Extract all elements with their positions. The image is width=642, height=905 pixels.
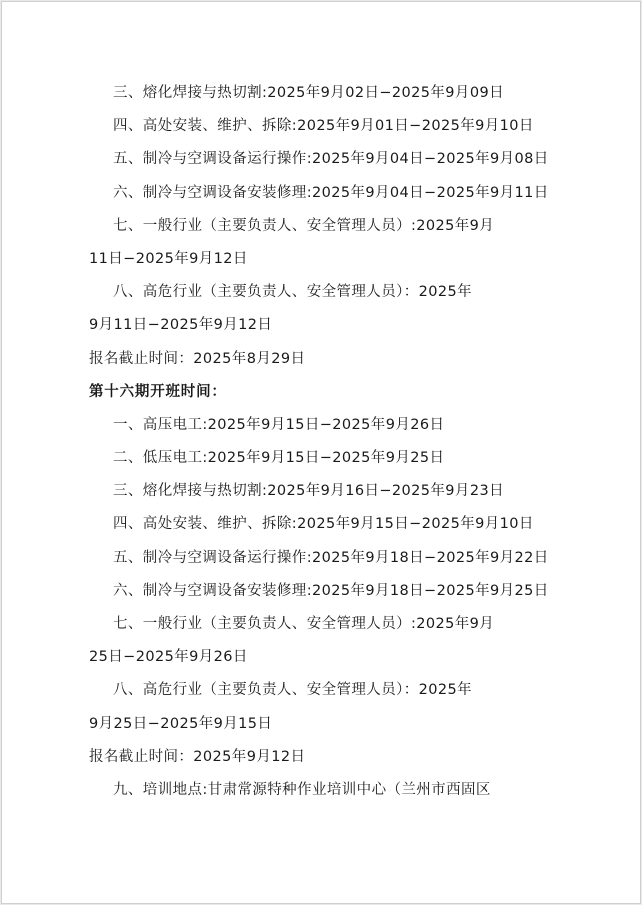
text-line: 六、制冷与空调设备安装修理:2025年9月04日−2025年9月11日: [113, 184, 549, 201]
text-line: 三、熔化焊接与热切割:2025年9月02日−2025年9月09日: [113, 85, 504, 101]
text-line: 11日−2025年9月12日: [89, 250, 248, 267]
text-line: 七、一般行业（主要负责人、安全管理人员）:2025年9月: [113, 217, 495, 234]
text-line: 25日−2025年9月26日: [89, 649, 248, 666]
text-line: 五、制冷与空调设备运行操作:2025年9月04日−2025年9月08日: [113, 151, 549, 168]
text-line: 一、高压电工:2025年9月15日−2025年9月26日: [113, 416, 445, 433]
registration-deadline: 报名截止时间：2025年8月29日: [89, 350, 306, 367]
registration-deadline: 报名截止时间：2025年9月12日: [89, 748, 306, 765]
text-line: 五、制冷与空调设备运行操作:2025年9月18日−2025年9月22日: [113, 549, 549, 566]
text-line: 四、高处安装、维护、拆除:2025年9月01日−2025年9月10日: [113, 118, 534, 135]
text-line: 二、低压电工:2025年9月15日−2025年9月25日: [113, 450, 445, 467]
section-heading: 第十六期开班时间：: [89, 383, 227, 400]
text-line: 八、高危行业（主要负责人、安全管理人员）：2025年: [113, 284, 473, 301]
text-line: 三、熔化焊接与热切割:2025年9月16日−2025年9月23日: [113, 483, 504, 500]
text-line: 9月25日−2025年9月15日: [89, 715, 273, 732]
text-line: 9月11日−2025年9月12日: [89, 317, 273, 334]
document-page: [1, 1, 641, 904]
document-body: [89, 77, 549, 807]
text-line: 四、高处安装、维护、拆除:2025年9月15日−2025年9月10日: [113, 516, 534, 533]
text-line: 六、制冷与空调设备安装修理:2025年9月18日−2025年9月25日: [113, 582, 549, 599]
text-line: 七、一般行业（主要负责人、安全管理人员）:2025年9月: [113, 616, 495, 632]
training-location: 九、培训地点:甘肃常源特种作业培训中心（兰州市西固区: [113, 781, 491, 798]
text-line: 八、高危行业（主要负责人、安全管理人员）：2025年: [113, 682, 473, 699]
